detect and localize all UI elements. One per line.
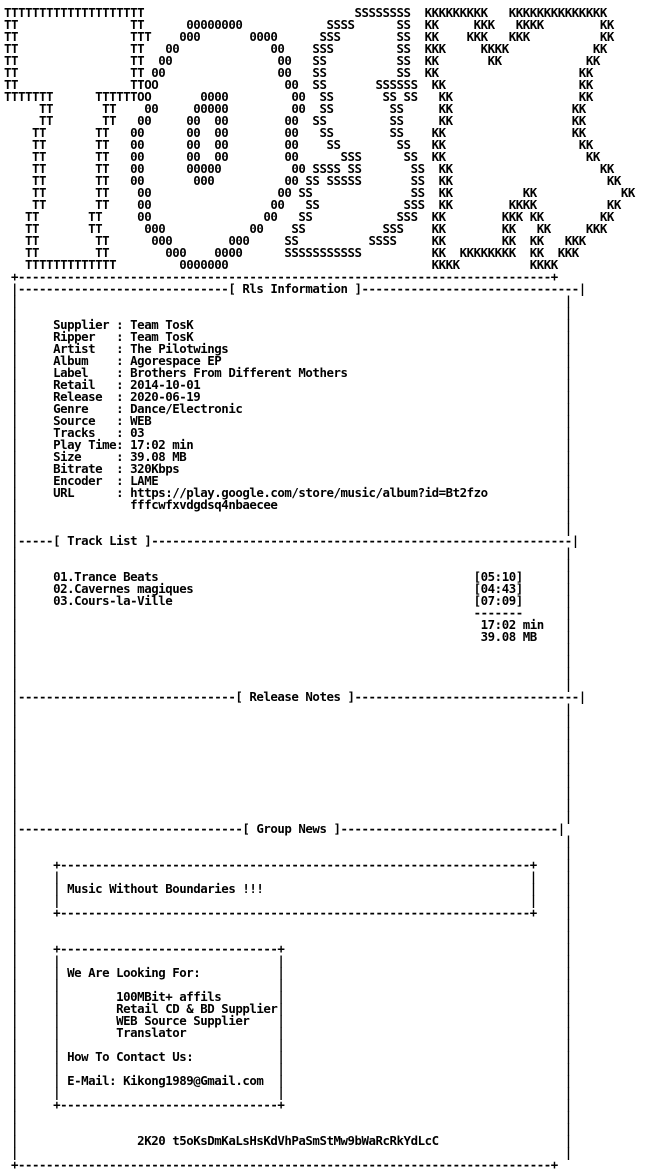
nfo-line: | | Translator | | xyxy=(4,1025,572,1040)
nfo-line: | Release : 2020-06-19 | xyxy=(4,389,572,404)
logo-ascii-line: TT TT 00 00000 00 SS SS KK KK xyxy=(4,101,586,116)
section-header-track-list: |-----[ Track List ]------------------------------------------------------------| xyxy=(4,533,579,548)
nfo-line: | | | | xyxy=(4,977,572,992)
nfo-line: | | | | xyxy=(4,953,572,968)
nfo-line: | Source : WEB | xyxy=(4,413,572,428)
nfo-line: | 02.Cavernes magiques [04:43] | xyxy=(4,581,572,596)
nfo-line: | | xyxy=(4,677,572,692)
nfo-line: | | xyxy=(4,737,572,752)
nfo-line: | | xyxy=(4,293,572,308)
logo-ascii-line: TT TT 00 00 SS SS KK KK KK xyxy=(4,185,635,200)
section-header-rls-information: |------------------------------[ Rls Information ]-------------------------------| xyxy=(4,281,586,296)
logo-ascii-line: TT TT 000 00 SS SSS KK KK KK KKK xyxy=(4,221,607,236)
nfo-line: | Bitrate : 320Kbps | xyxy=(4,461,572,476)
nfo-line: | | How To Contact Us: | | xyxy=(4,1049,572,1064)
section-header-group-news: |--------------------------------[ Group News ]-------------------------------| xyxy=(4,821,565,836)
nfo-line: | 17:02 min | xyxy=(4,617,572,632)
nfo-line: | fffcwfxvdgdsq4nbaecee | xyxy=(4,497,572,512)
logo-ascii-line: TT TT 00 00 00 00 SS SS KK KK xyxy=(4,113,586,128)
logo-ascii-line: TT TT 00 000 00 SS SSSSS SS KK KK xyxy=(4,173,621,188)
logo-ascii-line: TT TT 00 00 SS SS KK KK KK xyxy=(4,53,600,68)
greetings-line: | 2K20 t5oKsDmKaLsHsKdVhPaSmStMw9bWaRcRkYdLcC | xyxy=(4,1133,572,1148)
nfo-line: | +-------------------------------------------------------------------+ | xyxy=(4,905,572,920)
nfo-line: | | xyxy=(4,929,572,944)
nfo-line: | Ripper : Team TosK | xyxy=(4,329,572,344)
nfo-line: | | xyxy=(4,1121,572,1136)
nfo-line: | | xyxy=(4,749,572,764)
nfo-line: +----------------------------------------------------------------------------+ xyxy=(4,1157,558,1172)
logo-ascii-line: TT TT 00 00 00 00 SS SS KK KK xyxy=(4,125,586,140)
nfo-line: | URL : https://play.google.com/store/music/album?id=Bt2fzo | xyxy=(4,485,572,500)
nfo-line: | | | | xyxy=(4,1061,572,1076)
nfo-line: | | xyxy=(4,713,572,728)
logo-ascii-line: TT TT 000 0000 SSSSSSSSSSS KK KKKKKKKK KK KKK xyxy=(4,245,579,260)
nfo-line: | | Retail CD & BD Supplier| | xyxy=(4,1001,572,1016)
nfo-line: | | xyxy=(4,797,572,812)
nfo-line: | 01.Trance Beats [05:10] | xyxy=(4,569,572,584)
nfo-line: | Size : 39.08 MB | xyxy=(4,449,572,464)
logo-ascii-line: TT TT 00 00000 00 SSSS SS SS KK KK xyxy=(4,161,614,176)
nfo-line: | Label : Brothers From Different Mothers | xyxy=(4,365,572,380)
logo-ascii-line: TT TT 00 00 00 00 SSS SS KK KK xyxy=(4,149,600,164)
logo-ascii-line: TT TT 000 000 SS SSSS KK KK KK KKK xyxy=(4,233,586,248)
nfo-line: | Play Time: 17:02 min | xyxy=(4,437,572,452)
nfo-line: +----------------------------------------------------------------------------+ xyxy=(4,269,558,284)
nfo-line: | | 100MBit+ affils | | xyxy=(4,989,572,1004)
nfo-line: | +-------------------------------+ | xyxy=(4,1097,572,1112)
nfo-line: | | xyxy=(4,1109,572,1124)
nfo-line: | +-------------------------------+ | xyxy=(4,941,572,956)
nfo-line: | | xyxy=(4,665,572,680)
nfo-line: | | | | xyxy=(4,1085,572,1100)
logo-ascii-line: TT TT 00000000 SSSS SS KK KKK KKKK KK xyxy=(4,17,614,32)
logo-ascii-line: TT TT 00 00 SS SS KK KK xyxy=(4,65,593,80)
nfo-document xyxy=(4,7,635,1171)
logo-ascii-line: TT TT 00 00 00 00 SS SS KK KK xyxy=(4,137,593,152)
nfo-line: | Genre : Dance/Electronic | xyxy=(4,401,572,416)
logo-ascii-line: TTTTTTTTTTTTTTTTTTTT SSSSSSSS KKKKKKKKK KKKKKKKKKKKKKK xyxy=(4,5,607,20)
logo-ascii-line: TT TT 00 00 SSS SS KKK KKKK KK xyxy=(4,41,607,56)
nfo-line: | | xyxy=(4,509,572,524)
nfo-line: | 03.Cours-la-Ville [07:09] | xyxy=(4,593,572,608)
logo-ascii-line: TTTTTTT TTTTTTOO 0000 00 SS SS SS KK KK xyxy=(4,89,593,104)
nfo-line: | +-------------------------------------------------------------------+ | xyxy=(4,857,572,872)
nfo-line: | | xyxy=(4,545,572,560)
nfo-line: | Retail : 2014-10-01 | xyxy=(4,377,572,392)
nfo-line: | | xyxy=(4,761,572,776)
nfo-line: | | xyxy=(4,653,572,668)
nfo-line: | 39.08 MB | xyxy=(4,629,572,644)
section-header-release-notes: |-------------------------------[ Release Notes ]--------------------------------| xyxy=(4,689,586,704)
nfo-line: | | xyxy=(4,521,572,536)
nfo-line: | | xyxy=(4,809,572,824)
logo-ascii-line: TT TTOO 00 SS SSSSSS KK KK xyxy=(4,77,593,92)
logo-ascii-line: TT TTT 000 0000 SSS SS KK KKK KKK KK xyxy=(4,29,614,44)
nfo-line: | | xyxy=(4,701,572,716)
nfo-line: | | | | xyxy=(4,869,572,884)
nfo-line: | | | | xyxy=(4,893,572,908)
contact-email-line: | | E-Mail: Kikong1989@Gmail.com | | xyxy=(4,1073,572,1088)
nfo-line: | | xyxy=(4,845,572,860)
nfo-line: | Encoder : LAME | xyxy=(4,473,572,488)
nfo-line: | Tracks : 03 | xyxy=(4,425,572,440)
nfo-line: | | WEB Source Supplier | | xyxy=(4,1013,572,1028)
nfo-line: | | xyxy=(4,833,572,848)
logo-ascii-line: TT TT 00 00 SS SSS KK KKKK KK xyxy=(4,197,621,212)
logo-ascii-line: TT TT 00 00 SS SSS KK KKK KK KK xyxy=(4,209,614,224)
nfo-line: | | | | xyxy=(4,1037,572,1052)
nfo-line: | | We Are Looking For: | | xyxy=(4,965,572,980)
nfo-line: | | xyxy=(4,641,572,656)
nfo-line: | | xyxy=(4,305,572,320)
nfo-line: | Artist : The Pilotwings | xyxy=(4,341,572,356)
nfo-line: | | xyxy=(4,557,572,572)
logo-ascii-line: TTTTTTTTTTTTT 0000000 KKKK KKKK xyxy=(4,257,558,272)
nfo-line: | | xyxy=(4,773,572,788)
nfo-line: | | xyxy=(4,725,572,740)
nfo-line: | | xyxy=(4,917,572,932)
nfo-line: | Supplier : Team TosK | xyxy=(4,317,572,332)
nfo-line: | | Music Without Boundaries !!! | | xyxy=(4,881,572,896)
nfo-line: | Album : Agorespace EP | xyxy=(4,353,572,368)
nfo-line: | | xyxy=(4,1145,572,1160)
nfo-line: | | xyxy=(4,785,572,800)
nfo-line: | ------- | xyxy=(4,605,572,620)
